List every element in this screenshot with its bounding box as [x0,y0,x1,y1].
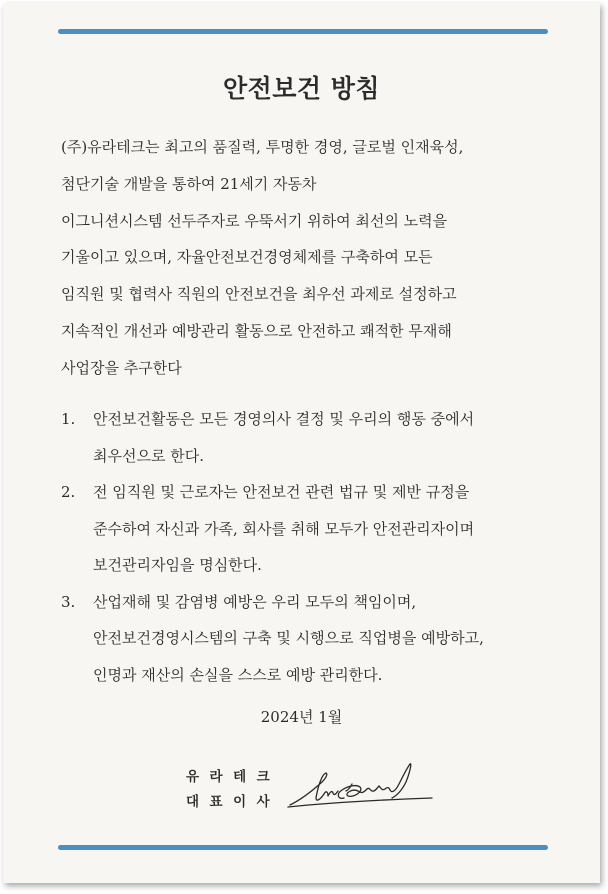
item-number: 3. [61,592,76,611]
policy-items-list [61,404,571,696]
item-line: 준수하여 자신과 가족, 회사를 취해 모두가 안전관리자이며 [93,519,475,538]
item-line: 산업재해 및 감염병 예방은 우리 모두의 책임이며, [93,592,417,611]
bottom-accent-bar [58,845,548,850]
item-line: 인명과 재산의 손실을 스스로 예방 관리한다. [93,665,383,684]
intro-line: 첨단기술 개발을 통하여 21세기 자동차 [61,174,317,193]
intro-line: 사업장을 추구한다 [61,358,182,377]
intro-line: (주)유라테크는 최고의 품질력, 투명한 경영, 글로벌 인재육성, [61,138,464,156]
intro-line: 임직원 및 협력사 직원의 안전보건을 최우선 과제로 설정하고 [61,285,457,304]
signature-image [286,760,436,812]
intro-paragraph [61,132,561,390]
document-date: 2024년 1월 [260,708,343,726]
item-line: 전 임직원 및 근로자는 안전보건 관련 법규 및 제반 규정을 [93,483,470,501]
item-number: 2. [61,483,76,501]
company-name: 유라테크 [186,769,281,785]
item-line: 보건관리자임을 명심한다. [93,556,262,574]
signer-block [186,766,280,816]
signer-title: 대표이사 [186,794,281,810]
top-accent-bar [58,29,548,34]
item-number: 1. [61,410,76,428]
document-title: 안전보건 방침 [222,74,381,103]
item-line: 최우선으로 한다. [93,446,204,465]
item-line: 안전보건경영시스템의 구축 및 시행으로 직업병을 예방하고, [93,629,484,647]
policy-document [3,3,600,883]
policy-item-2 [61,477,571,587]
intro-line: 기울이고 있으며, 자율안전보건경영체제를 구축하여 모든 [61,248,433,267]
intro-line: 지속적인 개선과 예방관리 활동으로 안전하고 쾌적한 무재해 [61,321,452,340]
intro-line: 이그니션시스템 선두주자로 우뚝서기 위하여 최선의 노력을 [61,211,448,230]
item-line: 안전보건활동은 모든 경영의사 결정 및 우리의 행동 중에서 [93,410,475,428]
policy-item-1 [61,404,571,477]
policy-item-3 [61,587,571,697]
